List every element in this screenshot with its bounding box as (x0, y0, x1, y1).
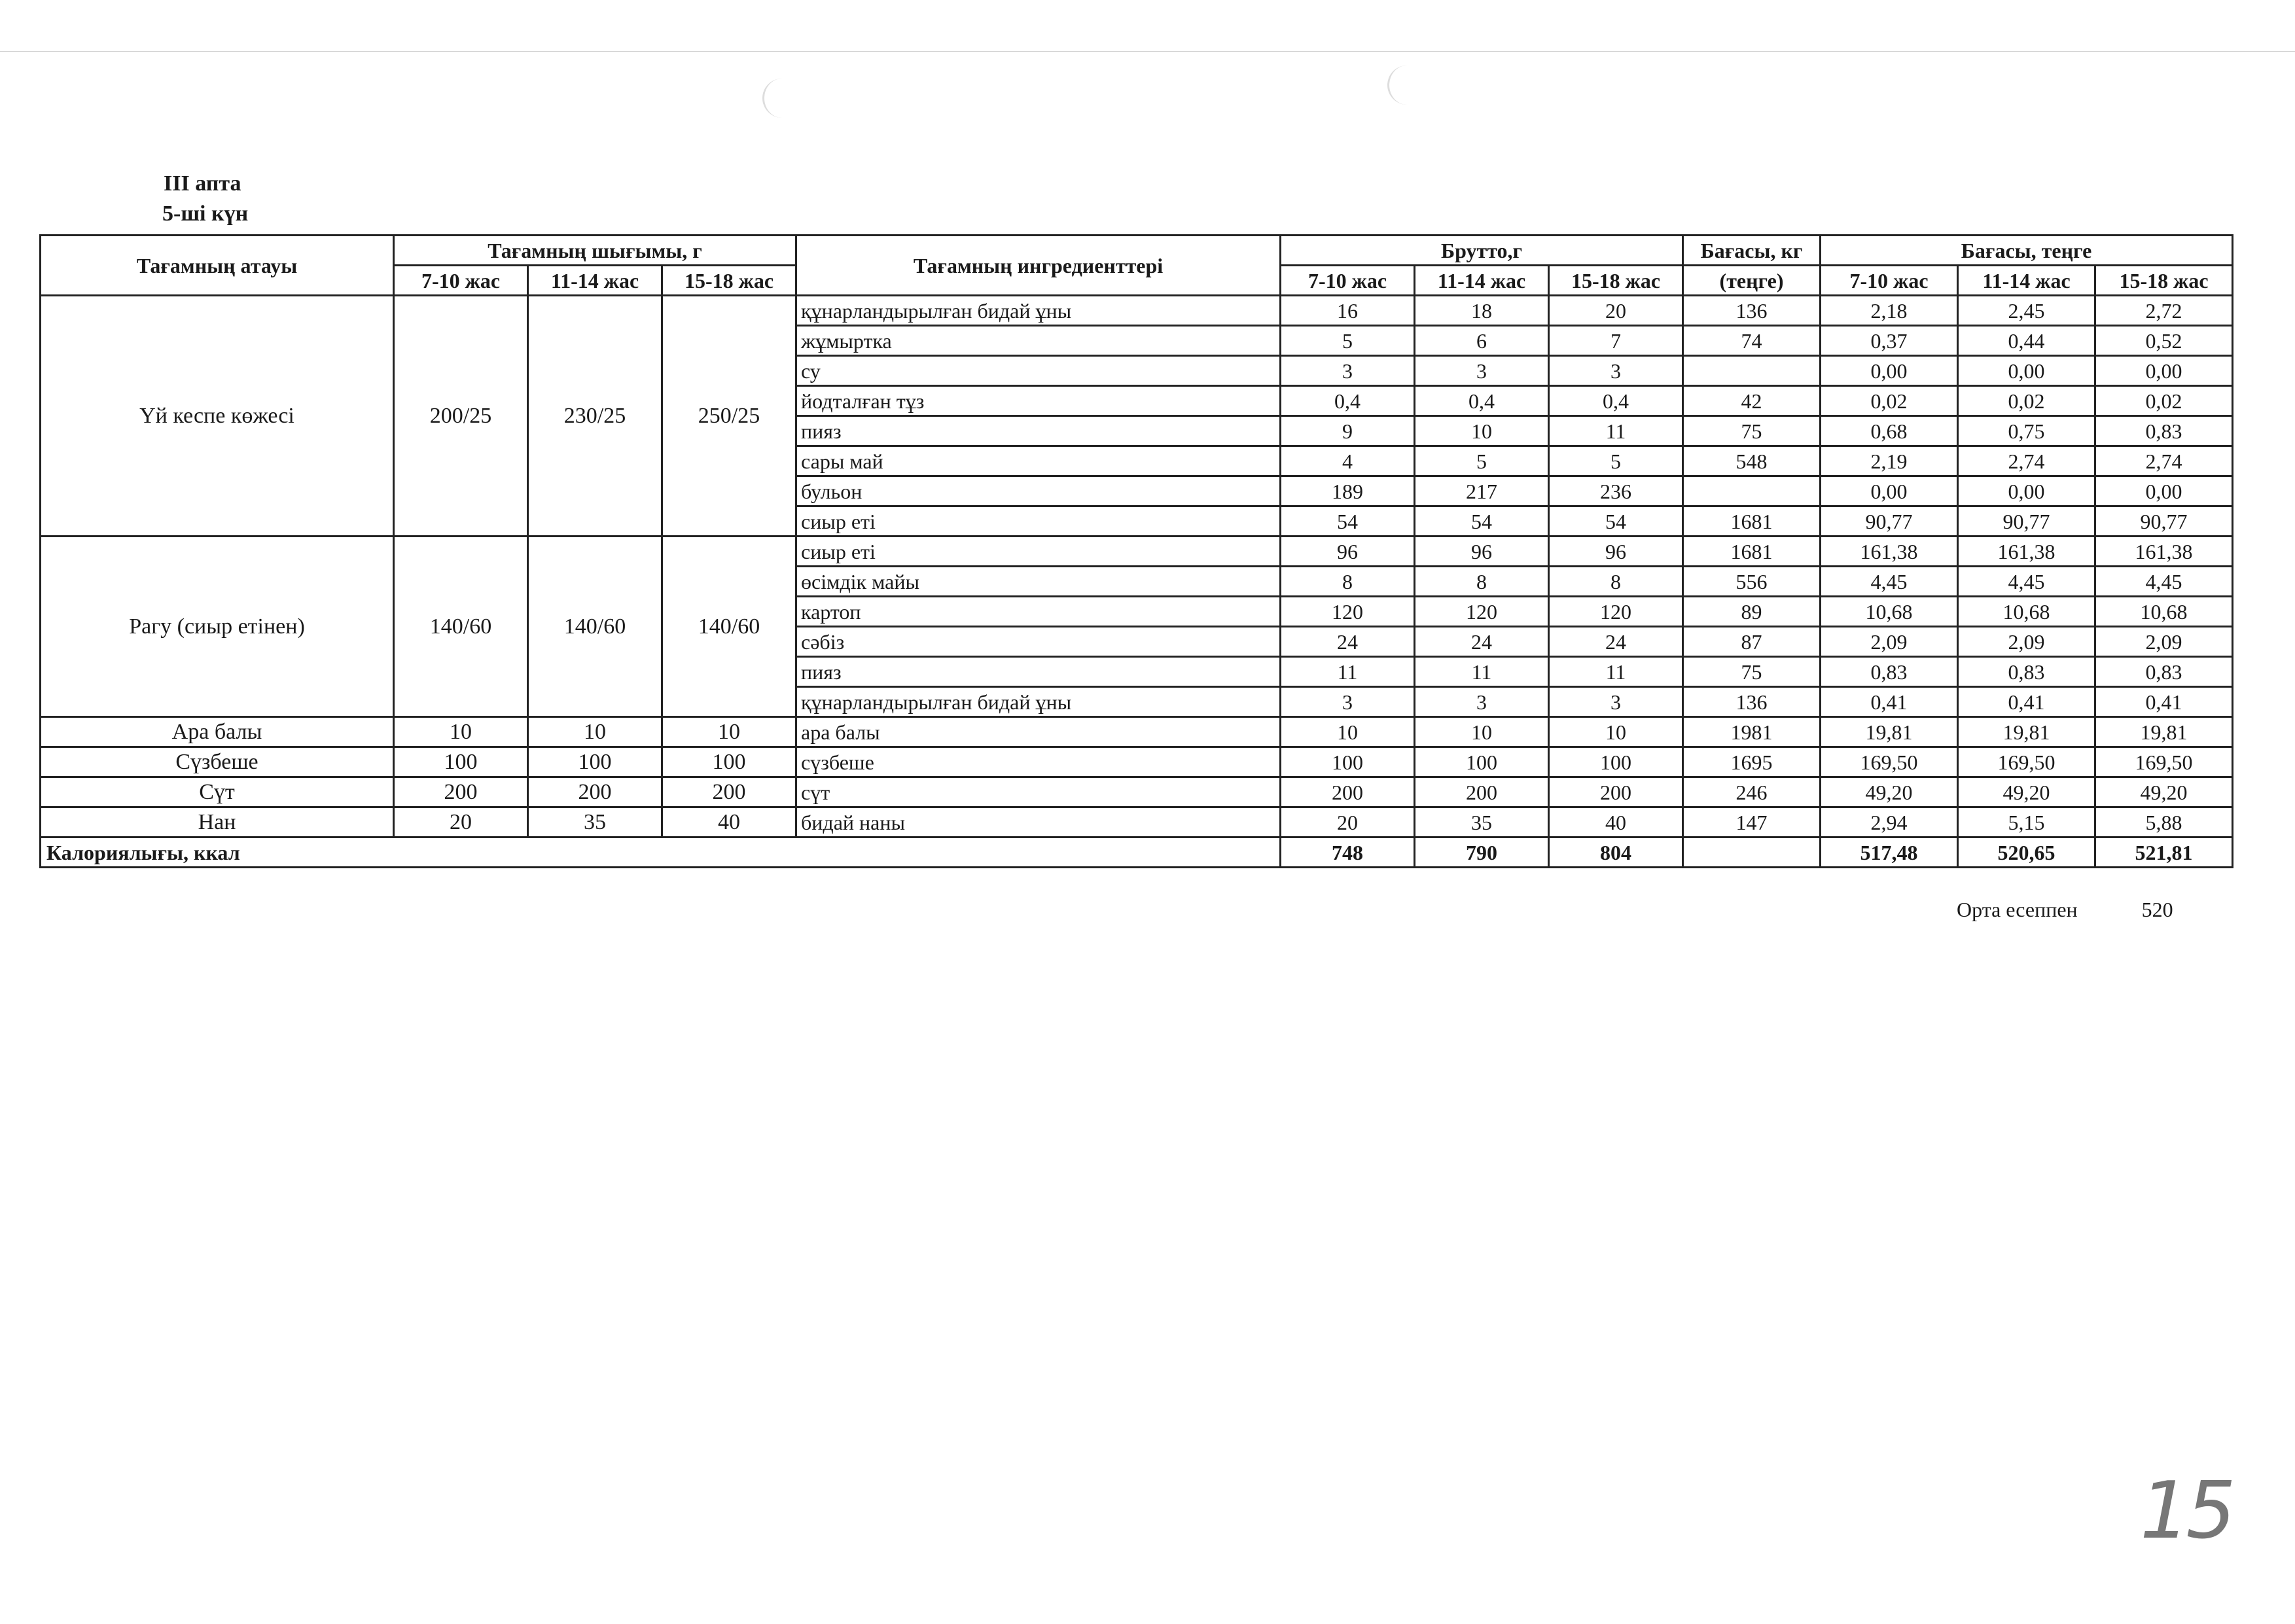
price-value: 49,20 (1958, 777, 2095, 807)
table-row (41, 777, 2233, 807)
brutto-value: 10 (1281, 717, 1415, 747)
yield-age-7-10: 7-10 жас (394, 266, 528, 296)
price-value: 19,81 (2095, 717, 2233, 747)
brutto-value: 5 (1281, 326, 1415, 356)
ingredients-header: Тағамның ингредиенттері (796, 236, 1281, 296)
dish-yield: 230/25 (528, 296, 662, 537)
brutto-value: 7 (1549, 326, 1683, 356)
brutto-value: 200 (1415, 777, 1549, 807)
brutto-value: 35 (1415, 807, 1549, 838)
brutto-value: 96 (1281, 537, 1415, 567)
brutto-value: 54 (1415, 506, 1549, 537)
price-value: 0,68 (1821, 416, 1958, 446)
brutto-value: 18 (1415, 296, 1549, 326)
price-value: 5,88 (2095, 807, 2233, 838)
brutto-value: 10 (1549, 717, 1683, 747)
brutto-value: 24 (1549, 627, 1683, 657)
price-per-kg: 1981 (1683, 717, 1821, 747)
price-value: 0,00 (2095, 356, 2233, 386)
price-value: 4,45 (2095, 567, 2233, 597)
brutto-value: 8 (1281, 567, 1415, 597)
brutto-value: 120 (1415, 597, 1549, 627)
price-value: 0,44 (1958, 326, 2095, 356)
ingredient-name: пияз (796, 416, 1281, 446)
ingredient-name: жұмыртка (796, 326, 1281, 356)
price-per-kg: 75 (1683, 657, 1821, 687)
yield-header: Тағамның шығымы, г (394, 236, 796, 266)
ingredient-name: сүт (796, 777, 1281, 807)
price-value: 0,41 (1821, 687, 1958, 717)
day-heading: 5-ші күн (162, 202, 249, 226)
price-age-15-18: 15-18 жас (2095, 266, 2233, 296)
price-value: 161,38 (1821, 537, 1958, 567)
price-per-kg: 42 (1683, 386, 1821, 416)
dish-yield: 200/25 (394, 296, 528, 537)
price-value: 0,83 (2095, 416, 2233, 446)
price-per-kg: 1681 (1683, 537, 1821, 567)
total-brutto-7-10: 748 (1281, 838, 1415, 868)
brutto-value: 8 (1549, 567, 1683, 597)
price-value: 161,38 (2095, 537, 2233, 567)
total-price-7-10: 517,48 (1821, 838, 1958, 868)
brutto-value: 20 (1281, 807, 1415, 838)
ingredient-name: сары май (796, 446, 1281, 476)
price-value: 0,02 (1821, 386, 1958, 416)
average-label: Орта есеппен (1957, 898, 2078, 921)
total-price-11-14: 520,65 (1958, 838, 2095, 868)
price-value: 0,00 (2095, 476, 2233, 506)
price-per-kg: 136 (1683, 687, 1821, 717)
dish-yield: 200 (662, 777, 796, 807)
brutto-value: 11 (1281, 657, 1415, 687)
brutto-value: 11 (1415, 657, 1549, 687)
dish-yield: 250/25 (662, 296, 796, 537)
brutto-value: 6 (1415, 326, 1549, 356)
dish-name: Ара балы (41, 717, 394, 747)
price-value: 2,19 (1821, 446, 1958, 476)
price-value: 0,00 (1821, 476, 1958, 506)
price-value: 0,02 (1958, 386, 2095, 416)
price-value: 0,41 (1958, 687, 2095, 717)
dish-yield: 10 (528, 717, 662, 747)
brutto-value: 236 (1549, 476, 1683, 506)
ingredient-name: бульон (796, 476, 1281, 506)
dish-yield: 140/60 (394, 537, 528, 717)
price-per-kg: 1681 (1683, 506, 1821, 537)
price-value: 19,81 (1821, 717, 1958, 747)
ingredient-name: өсімдік майы (796, 567, 1281, 597)
dish-yield: 200 (394, 777, 528, 807)
average-line (1957, 898, 2173, 922)
price-value: 4,45 (1821, 567, 1958, 597)
brutto-value: 189 (1281, 476, 1415, 506)
week-heading: ІІІ апта (164, 171, 241, 196)
yield-age-11-14: 11-14 жас (528, 266, 662, 296)
brutto-value: 3 (1415, 356, 1549, 386)
dish-yield: 140/60 (662, 537, 796, 717)
price-value: 10,68 (1821, 597, 1958, 627)
price-value: 0,00 (1821, 356, 1958, 386)
price-value: 0,41 (2095, 687, 2233, 717)
price-per-kg: 556 (1683, 567, 1821, 597)
table-row (41, 747, 2233, 777)
ingredient-name: құнарландырылған бидай ұны (796, 687, 1281, 717)
menu-body (41, 296, 2233, 838)
brutto-value: 10 (1415, 416, 1549, 446)
table-row (41, 717, 2233, 747)
brutto-value: 200 (1549, 777, 1683, 807)
brutto-age-7-10: 7-10 жас (1281, 266, 1415, 296)
menu-table (39, 234, 2233, 868)
brutto-value: 24 (1281, 627, 1415, 657)
price-value: 2,09 (1958, 627, 2095, 657)
price-kg-currency: (теңге) (1683, 266, 1821, 296)
brutto-value: 0,4 (1281, 386, 1415, 416)
brutto-value: 3 (1281, 356, 1415, 386)
price-value: 2,09 (1821, 627, 1958, 657)
price-per-kg: 147 (1683, 807, 1821, 838)
price-value: 0,75 (1958, 416, 2095, 446)
brutto-value: 0,4 (1549, 386, 1683, 416)
brutto-value: 5 (1549, 446, 1683, 476)
brutto-value: 3 (1281, 687, 1415, 717)
table-row (41, 537, 2233, 567)
price-value: 4,45 (1958, 567, 2095, 597)
dish-name: Сүзбеше (41, 747, 394, 777)
price-value: 169,50 (2095, 747, 2233, 777)
brutto-value: 40 (1549, 807, 1683, 838)
ingredient-name: пияз (796, 657, 1281, 687)
brutto-value: 3 (1549, 356, 1683, 386)
price-kg-header: Бағасы, кг (1683, 236, 1821, 266)
dish-name: Үй кеспе көжесі (41, 296, 394, 537)
ingredient-name: сүзбеше (796, 747, 1281, 777)
totals-row (41, 838, 2233, 868)
brutto-value: 100 (1281, 747, 1415, 777)
price-value: 2,09 (2095, 627, 2233, 657)
price-value: 0,02 (2095, 386, 2233, 416)
price-value: 2,74 (1958, 446, 2095, 476)
ingredient-name: құнарландырылған бидай ұны (796, 296, 1281, 326)
dish-name: Рагу (сиыр етінен) (41, 537, 394, 717)
total-brutto-15-18: 804 (1549, 838, 1683, 868)
brutto-value: 16 (1281, 296, 1415, 326)
price-value: 169,50 (1821, 747, 1958, 777)
brutto-value: 4 (1281, 446, 1415, 476)
price-value: 49,20 (2095, 777, 2233, 807)
price-value: 0,00 (1958, 356, 2095, 386)
price-value: 2,74 (2095, 446, 2233, 476)
dish-yield: 40 (662, 807, 796, 838)
brutto-value: 120 (1549, 597, 1683, 627)
brutto-value: 200 (1281, 777, 1415, 807)
table-row (41, 807, 2233, 838)
brutto-value: 120 (1281, 597, 1415, 627)
brutto-value: 10 (1415, 717, 1549, 747)
price-age-11-14: 11-14 жас (1958, 266, 2095, 296)
brutto-value: 96 (1549, 537, 1683, 567)
brutto-header: Брутто,г (1281, 236, 1683, 266)
price-value: 0,83 (1958, 657, 2095, 687)
yield-age-15-18: 15-18 жас (662, 266, 796, 296)
price-per-kg: 89 (1683, 597, 1821, 627)
price-value: 161,38 (1958, 537, 2095, 567)
price-value: 10,68 (1958, 597, 2095, 627)
price-per-kg: 75 (1683, 416, 1821, 446)
total-price-kg-empty (1683, 838, 1821, 868)
dish-yield: 140/60 (528, 537, 662, 717)
price-value: 90,77 (1821, 506, 1958, 537)
dish-name: Нан (41, 807, 394, 838)
brutto-value: 8 (1415, 567, 1549, 597)
price-value: 0,52 (2095, 326, 2233, 356)
price-value: 10,68 (2095, 597, 2233, 627)
price-per-kg (1683, 476, 1821, 506)
price-age-7-10: 7-10 жас (1821, 266, 1958, 296)
total-price-15-18: 521,81 (2095, 838, 2233, 868)
dish-yield: 35 (528, 807, 662, 838)
price-value: 5,15 (1958, 807, 2095, 838)
dish-yield: 10 (662, 717, 796, 747)
dish-yield: 100 (394, 747, 528, 777)
ingredient-name: сиыр еті (796, 537, 1281, 567)
ingredient-name: картоп (796, 597, 1281, 627)
price-value: 90,77 (2095, 506, 2233, 537)
ingredient-name: су (796, 356, 1281, 386)
price-per-kg: 74 (1683, 326, 1821, 356)
dish-yield: 200 (528, 777, 662, 807)
price-per-kg: 548 (1683, 446, 1821, 476)
price-per-kg: 1695 (1683, 747, 1821, 777)
brutto-value: 20 (1549, 296, 1683, 326)
ingredient-name: сәбіз (796, 627, 1281, 657)
scan-edge-line (0, 51, 2295, 52)
brutto-value: 54 (1281, 506, 1415, 537)
ingredient-name: йодталған тұз (796, 386, 1281, 416)
dish-name: Сүт (41, 777, 394, 807)
price-value: 0,83 (2095, 657, 2233, 687)
brutto-value: 5 (1415, 446, 1549, 476)
price-value: 0,00 (1958, 476, 2095, 506)
price-value: 169,50 (1958, 747, 2095, 777)
price-value: 19,81 (1958, 717, 2095, 747)
ingredient-name: бидай наны (796, 807, 1281, 838)
table-row (41, 296, 2233, 326)
price-value: 2,72 (2095, 296, 2233, 326)
dish-name-header: Тағамның атауы (41, 236, 394, 296)
calories-label: Калориялығы, ккал (41, 838, 1281, 868)
brutto-value: 100 (1415, 747, 1549, 777)
price-value: 2,45 (1958, 296, 2095, 326)
price-value: 0,83 (1821, 657, 1958, 687)
brutto-value: 217 (1415, 476, 1549, 506)
brutto-value: 11 (1549, 416, 1683, 446)
brutto-value: 0,4 (1415, 386, 1549, 416)
scan-artifact (1387, 65, 1409, 105)
price-per-kg: 246 (1683, 777, 1821, 807)
brutto-value: 96 (1415, 537, 1549, 567)
page-number: 15 (2140, 1466, 2232, 1557)
dish-yield: 10 (394, 717, 528, 747)
brutto-age-11-14: 11-14 жас (1415, 266, 1549, 296)
brutto-value: 24 (1415, 627, 1549, 657)
price-per-kg: 136 (1683, 296, 1821, 326)
price-value: 2,18 (1821, 296, 1958, 326)
dish-yield: 20 (394, 807, 528, 838)
price-value: 90,77 (1958, 506, 2095, 537)
brutto-value: 11 (1549, 657, 1683, 687)
dish-yield: 100 (528, 747, 662, 777)
dish-yield: 100 (662, 747, 796, 777)
price-value: 2,94 (1821, 807, 1958, 838)
total-brutto-11-14: 790 (1415, 838, 1549, 868)
brutto-value: 54 (1549, 506, 1683, 537)
header-row (41, 236, 2233, 266)
brutto-value: 3 (1549, 687, 1683, 717)
scan-artifact (762, 79, 784, 118)
price-value: 0,37 (1821, 326, 1958, 356)
brutto-value: 9 (1281, 416, 1415, 446)
price-per-kg (1683, 356, 1821, 386)
ingredient-name: ара балы (796, 717, 1281, 747)
price-per-kg: 87 (1683, 627, 1821, 657)
price-value: 49,20 (1821, 777, 1958, 807)
brutto-age-15-18: 15-18 жас (1549, 266, 1683, 296)
brutto-value: 100 (1549, 747, 1683, 777)
price-tenge-header: Бағасы, теңге (1821, 236, 2233, 266)
average-value: 520 (2141, 898, 2173, 921)
ingredient-name: сиыр еті (796, 506, 1281, 537)
brutto-value: 3 (1415, 687, 1549, 717)
